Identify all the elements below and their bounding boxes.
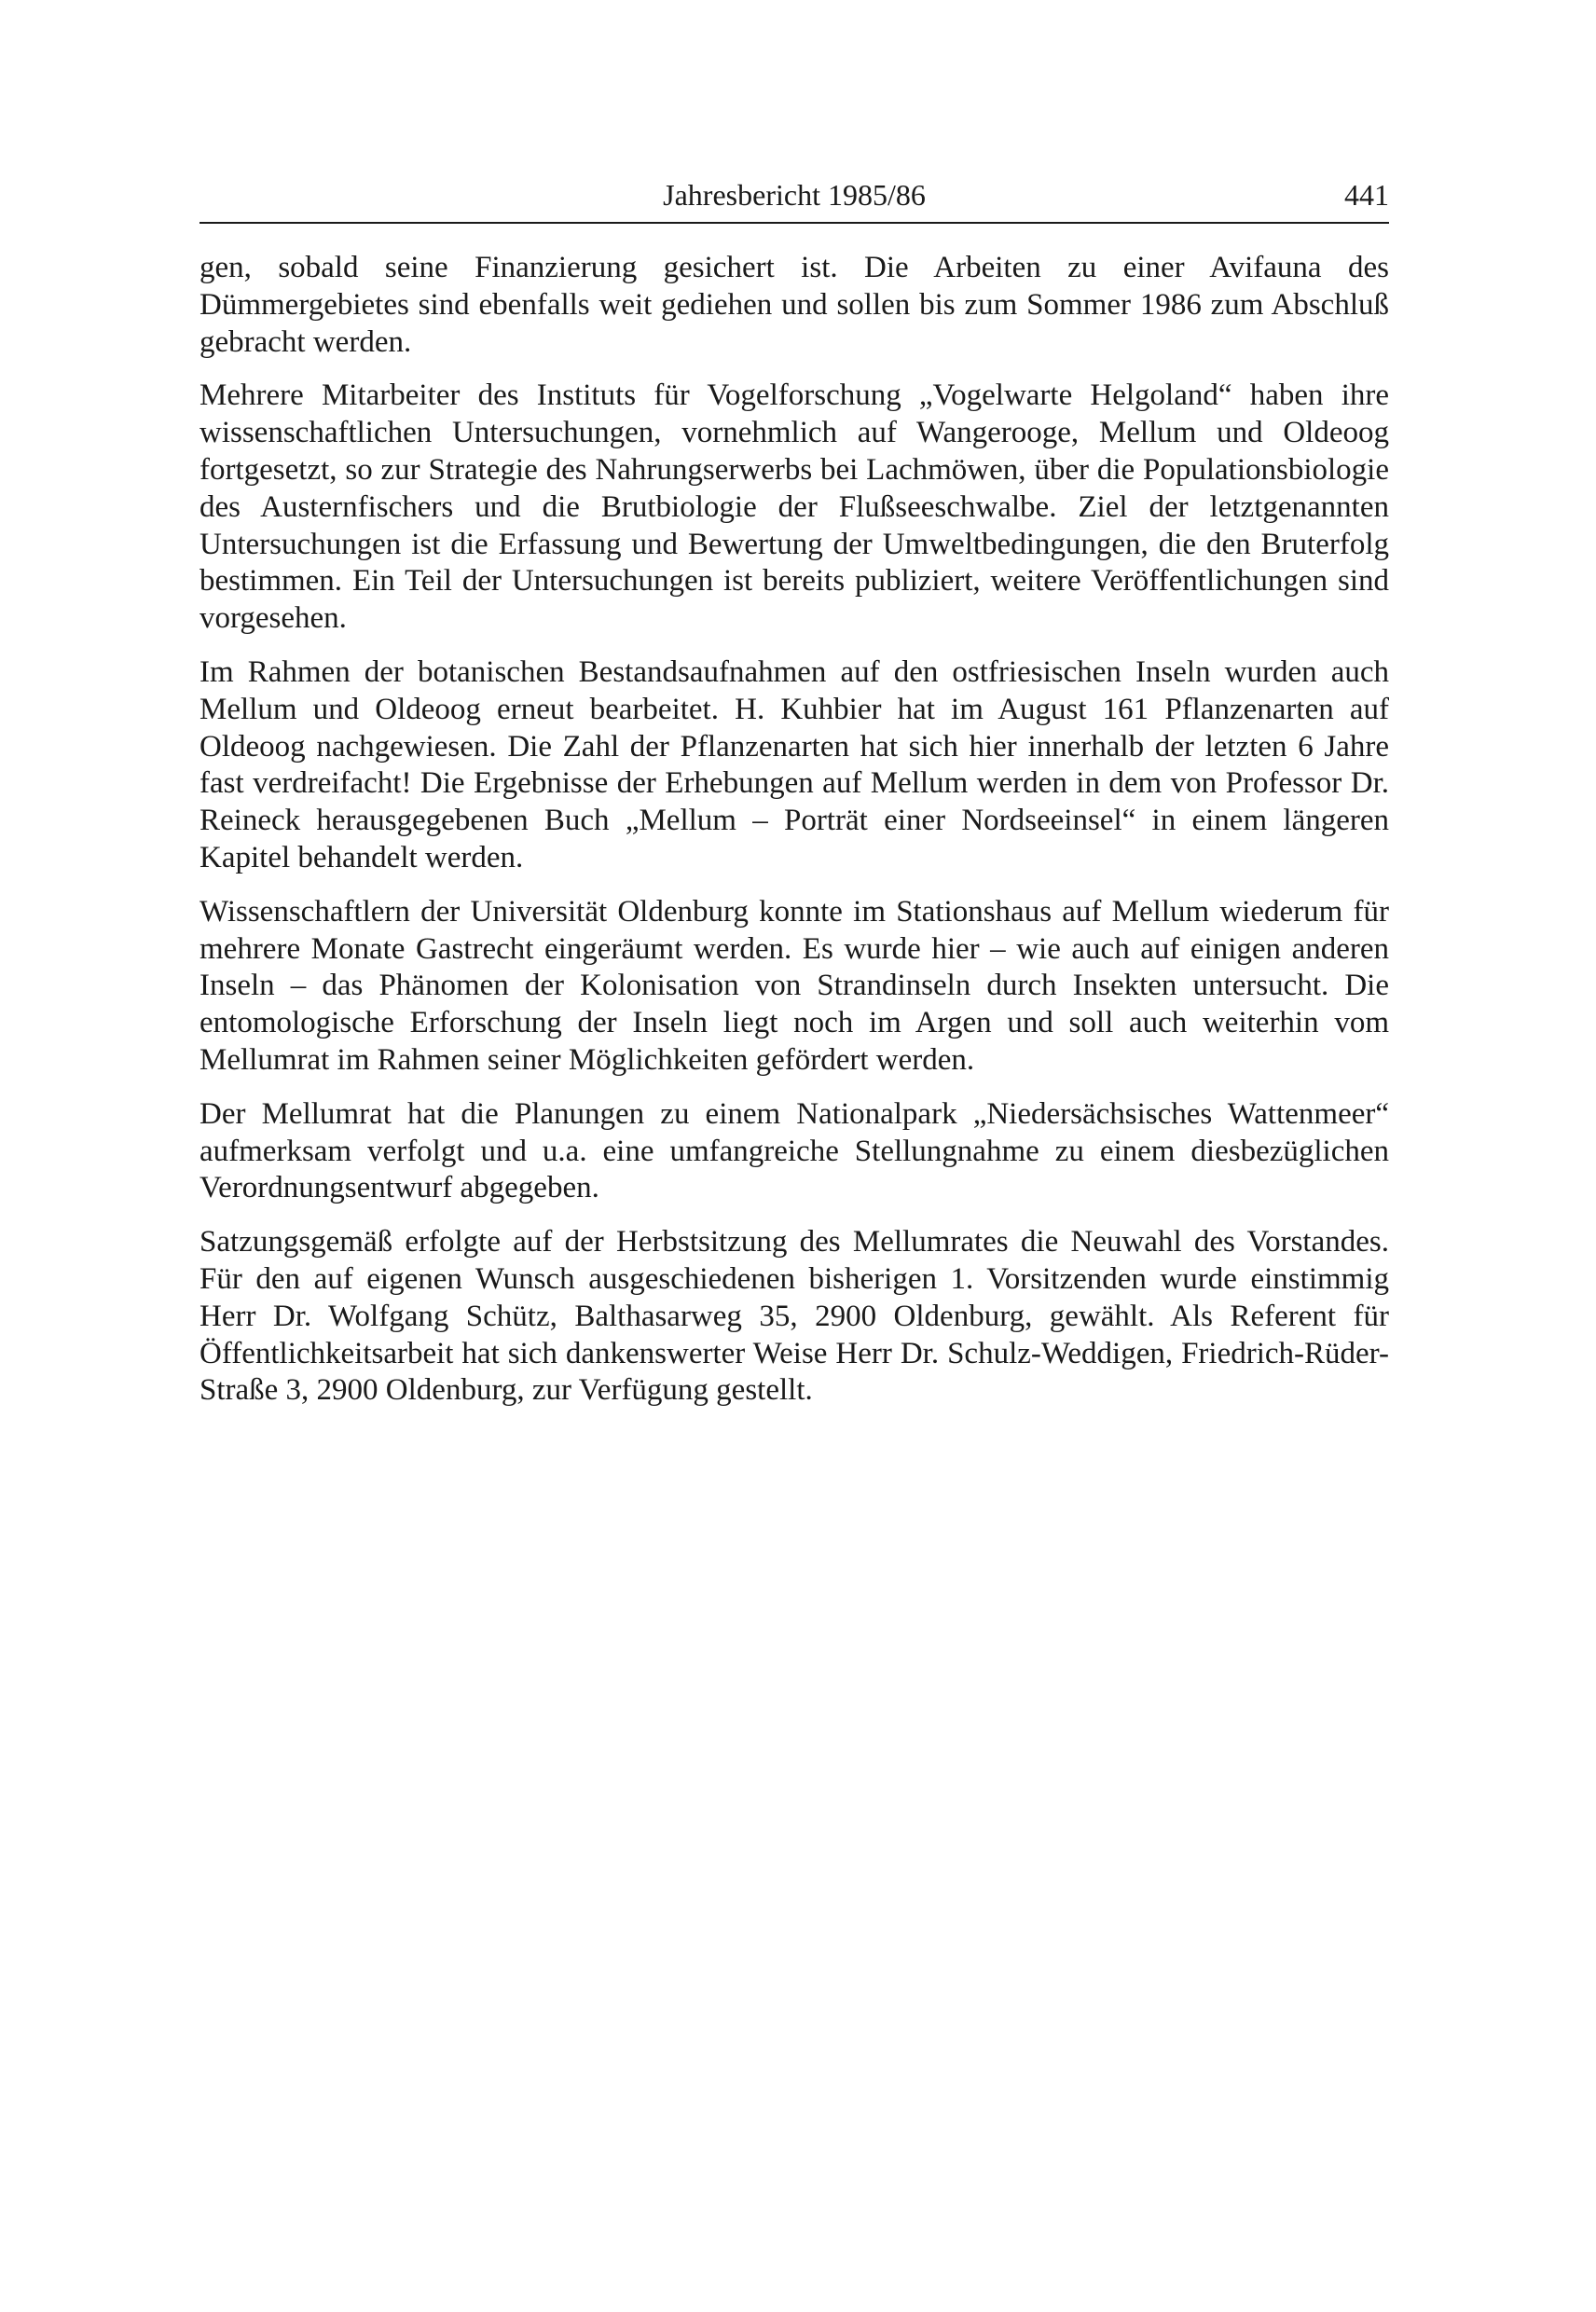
header-title: Jahresbericht 1985/86 [663,178,926,212]
paragraph: Wissenschaftlern der Universität Oldenburg konnte im Stationshaus auf Mellum wiederum für mehrere Monate Gastrecht eingeräumt werden. Es wurde hier – wie auch auf einigen anderen Inseln – das Phänomen der Kolonisation von Strandinseln durch Insekten untersucht. Die entomologische Erforschung der Inseln liegt noch im Argen und soll auch weiterhin vom Mellumrat im Rahmen seiner Möglichkeiten gefördert werden. [200,894,1389,1077]
body-text [200,250,1389,1426]
paragraph: gen, sobald seine Finanzierung gesichert ist. Die Arbeiten zu einer Avifauna des Dümmergebietes sind ebenfalls weit gediehen und sollen bis zum Sommer 1986 zum Abschluß gebracht werden. [200,251,1389,359]
paragraph: Im Rahmen der botanischen Bestandsaufnahmen auf den ostfriesischen Inseln wurden auch Mellum und Oldeoog erneut bearbeitet. H. Kuhbier hat im August 161 Pflanzenarten auf Oldeoog nachgewiesen. Die Zahl der Pflanzenarten hat sich hier innerhalb der letzten 6 Jahre fast verdreifacht! Die Ergebnisse der Erhebungen auf Mellum werden in dem von Professor Dr. Reineck herausgegebenen Buch „Mellum – Porträt einer Nordseeinsel“ in einem längeren Kapitel behandelt werden. [200,654,1389,874]
running-header [200,172,1389,218]
paragraph: Satzungsgemäß erfolgte auf der Herbstsitzung des Mellumrates die Neuwahl des Vorstandes. Für den auf eigenen Wunsch ausgeschiedenen bisherigen 1. Vorsitzenden wurde einstimmig Herr Dr. Wolfgang Schütz, Balthasarweg 35, 2900 Oldenburg, gewählt. Als Referent für Öffentlichkeitsarbeit hat sich dankenswerter Weise Herr Dr. Schulz-Weddigen, Friedrich-Rüder-Straße 3, 2900 Oldenburg, zur Verfügung gestellt. [200,1225,1389,1408]
header-rule [200,222,1389,224]
paragraph: Der Mellumrat hat die Planungen zu einem Nationalpark „Niedersächsisches Wattenmeer“ aufmerksam verfolgt und u.a. eine umfangreiche Stellungnahme zu einem diesbezüglichen Verordnungsentwurf abgegeben. [200,1096,1389,1205]
page-number: 441 [1344,178,1389,212]
paragraph: Mehrere Mitarbeiter des Instituts für Vogelforschung „Vogelwarte Helgoland“ haben ihre wissenschaftlichen Untersuchungen, vornehmlich auf Wangerooge, Mellum und Oldeoog fortgesetzt, so zur Strategie des Nahrungserwerbs bei Lachmöwen, über die Populationsbiologie des Austernfischers und die Brutbiologie der Flußseeschwalbe. Ziel der letztgenannten Untersuchungen ist die Erfassung und Bewertung der Umweltbedingungen, die den Bruterfolg bestimmen. Ein Teil der Untersuchungen ist bereits publiziert, weitere Veröffentlichungen sind vorgesehen. [200,378,1389,636]
